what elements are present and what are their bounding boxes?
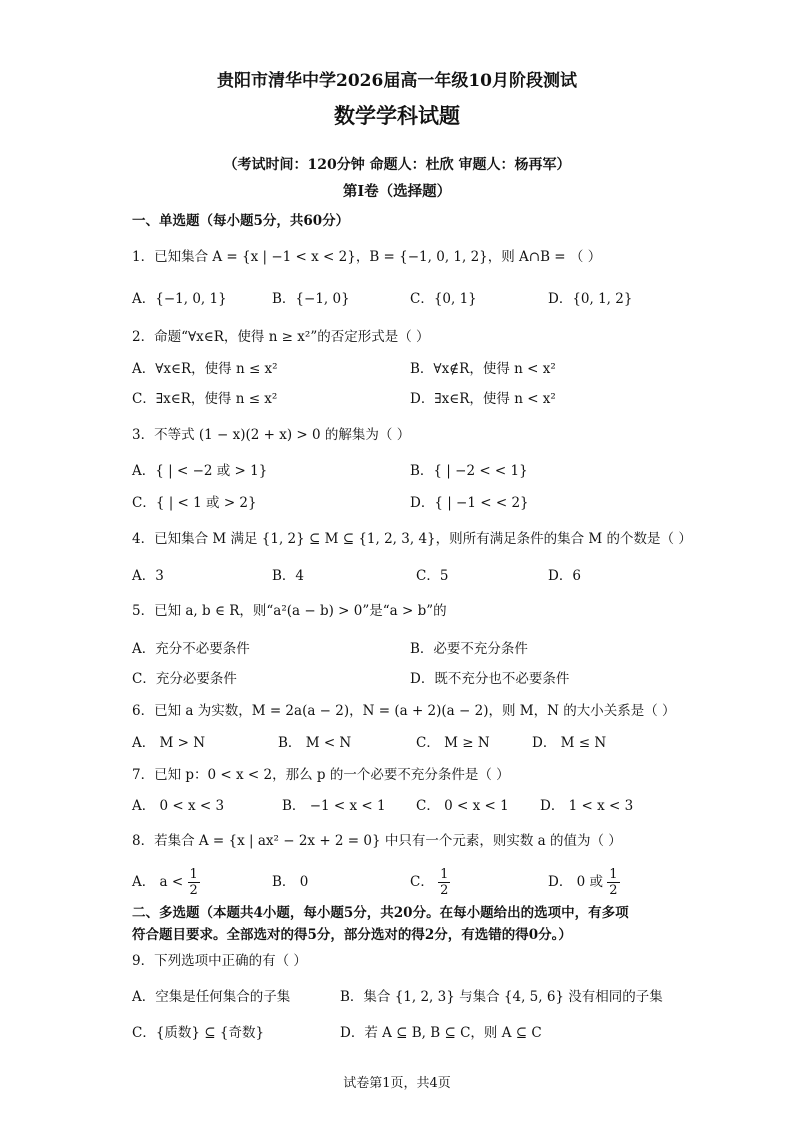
q1-option-b: B．{−1, 0} <box>272 291 350 307</box>
q5-option-d: D．既不充分也不必要条件 <box>410 671 570 687</box>
q5-option-b: B．必要不充分条件 <box>410 641 528 657</box>
q9-option-b: B．集合 {1, 2, 3} 与集合 {4, 5, 6} 没有相同的子集 <box>340 989 663 1005</box>
q8-option-b: B． 0 <box>272 874 309 890</box>
q9-option-a: A．空集是任何集合的子集 <box>132 989 291 1005</box>
exam-info: （考试时间：120分钟 命题人：杜欣 审题人：杨再军） <box>223 157 571 173</box>
q1-option-c: C．{0, 1} <box>410 291 477 307</box>
q8-option-d-fraction <box>607 867 619 898</box>
q3-option-b: B．{ | −2 < < 1} <box>410 463 528 479</box>
q3-option-d: D．{ | −1 < < 2} <box>410 495 529 511</box>
q4-option-d: D．6 <box>548 568 581 584</box>
q4-option-b: B．4 <box>272 568 305 584</box>
q2-stem: 2．命题“∀x∈R，使得 n ≥ x²”的否定形式是（ ） <box>132 329 430 345</box>
q8-option-c-fraction <box>438 867 450 898</box>
section2-heading-line2: 符合题目要求。全部选对的得5分，部分选对的得2分，有选错的得0分。） <box>132 927 572 943</box>
q5-option-a: A．充分不必要条件 <box>132 641 250 657</box>
q4-option-c: C．5 <box>416 568 449 584</box>
q6-option-a: A． M > N <box>132 735 206 751</box>
q1-option-a: A．{−1, 0, 1} <box>132 291 227 307</box>
q6-stem: 6．已知 a 为实数，M = 2a(a − 2)，N = (a + 2)(a − 2)，则 M，N 的大小关系是（ ） <box>132 703 676 719</box>
fraction-numerator: 1 <box>189 867 198 882</box>
q7-option-b: B． −1 < x < 1 <box>282 798 386 814</box>
q3-option-c: C．{ | < 1 或 > 2} <box>132 495 257 511</box>
q8-option-c-prefix: C． <box>410 874 434 890</box>
q5-option-c: C．充分必要条件 <box>132 671 237 687</box>
q1-option-d: D．{0, 1, 2} <box>548 291 633 307</box>
q6-option-d: D． M ≤ N <box>532 735 607 751</box>
q3-option-a: A．{ | < −2 或 > 1} <box>132 463 268 479</box>
q7-option-a: A． 0 < x < 3 <box>132 798 225 814</box>
q4-stem: 4．已知集合 M 满足 {1, 2} ⊆ M ⊆ {1, 2, 3, 4}，则所有满足条件的集合 M 的个数是（ ） <box>132 531 692 547</box>
q8-option-d-prefix: D． 0 或 <box>548 874 603 890</box>
q7-stem: 7．已知 p：0 < x < 2，那么 p 的一个必要不充分条件是（ ） <box>132 767 510 783</box>
fraction-denominator: 2 <box>440 883 449 898</box>
fraction-numerator: 1 <box>609 867 618 882</box>
q6-option-b: B． M < N <box>278 735 352 751</box>
q9-stem: 9．下列选项中正确的有（ ） <box>132 953 307 969</box>
q8-option-a-prefix: A． a < <box>132 874 184 890</box>
page-footer: 试卷第1页，共4页 <box>343 1076 451 1091</box>
q1-stem: 1．已知集合 A = {x | −1 < x < 2}，B = {−1, 0, 1, 2}，则 A∩B = （ ） <box>132 249 602 265</box>
q2-option-c: C．∃x∈R，使得 n ≤ x² <box>132 391 278 407</box>
volume-heading: 第Ⅰ卷（选择题） <box>342 183 452 200</box>
q6-option-c: C． M ≥ N <box>416 735 490 751</box>
section2-heading-line1: 二、多选题（本题共4小题，每小题5分，共20分。在每小题给出的选项中，有多项 <box>132 905 629 921</box>
q8-option-d <box>548 864 620 900</box>
fraction-denominator: 2 <box>189 883 198 898</box>
q7-option-d: D． 1 < x < 3 <box>540 798 634 814</box>
subject-title: 数学学科试题 <box>334 103 460 128</box>
q5-stem: 5．已知 a, b ∈ R，则“a²(a − b) > 0”是“a > b”的 <box>132 603 447 619</box>
q8-stem: 8．若集合 A = {x | ax² − 2x + 2 = 0} 中只有一个元素，则实数 a 的值为（ ） <box>132 833 622 849</box>
q2-option-d: D．∃x∈R，使得 n < x² <box>410 391 556 407</box>
q3-stem: 3．不等式 (1 − x)(2 + x) > 0 的解集为（ ） <box>132 427 411 443</box>
q7-option-c: C． 0 < x < 1 <box>416 798 509 814</box>
section1-heading: 一、单选题（每小题5分，共60分） <box>132 213 350 229</box>
q2-option-b: B．∀x∉R，使得 n < x² <box>410 361 556 377</box>
fraction-denominator: 2 <box>609 883 618 898</box>
q8-option-a <box>132 864 200 900</box>
q2-option-a: A．∀x∈R，使得 n ≤ x² <box>132 361 278 377</box>
q8-option-c <box>410 864 450 900</box>
exam-title: 贵阳市清华中学2026届高一年级10月阶段测试 <box>217 71 577 91</box>
q4-option-a: A．3 <box>132 568 164 584</box>
q9-option-d: D．若 A ⊆ B, B ⊆ C，则 A ⊆ C <box>340 1025 542 1041</box>
q8-option-a-fraction <box>188 867 200 898</box>
fraction-numerator: 1 <box>440 867 449 882</box>
q9-option-c: C．{质数} ⊆ {奇数} <box>132 1025 265 1041</box>
